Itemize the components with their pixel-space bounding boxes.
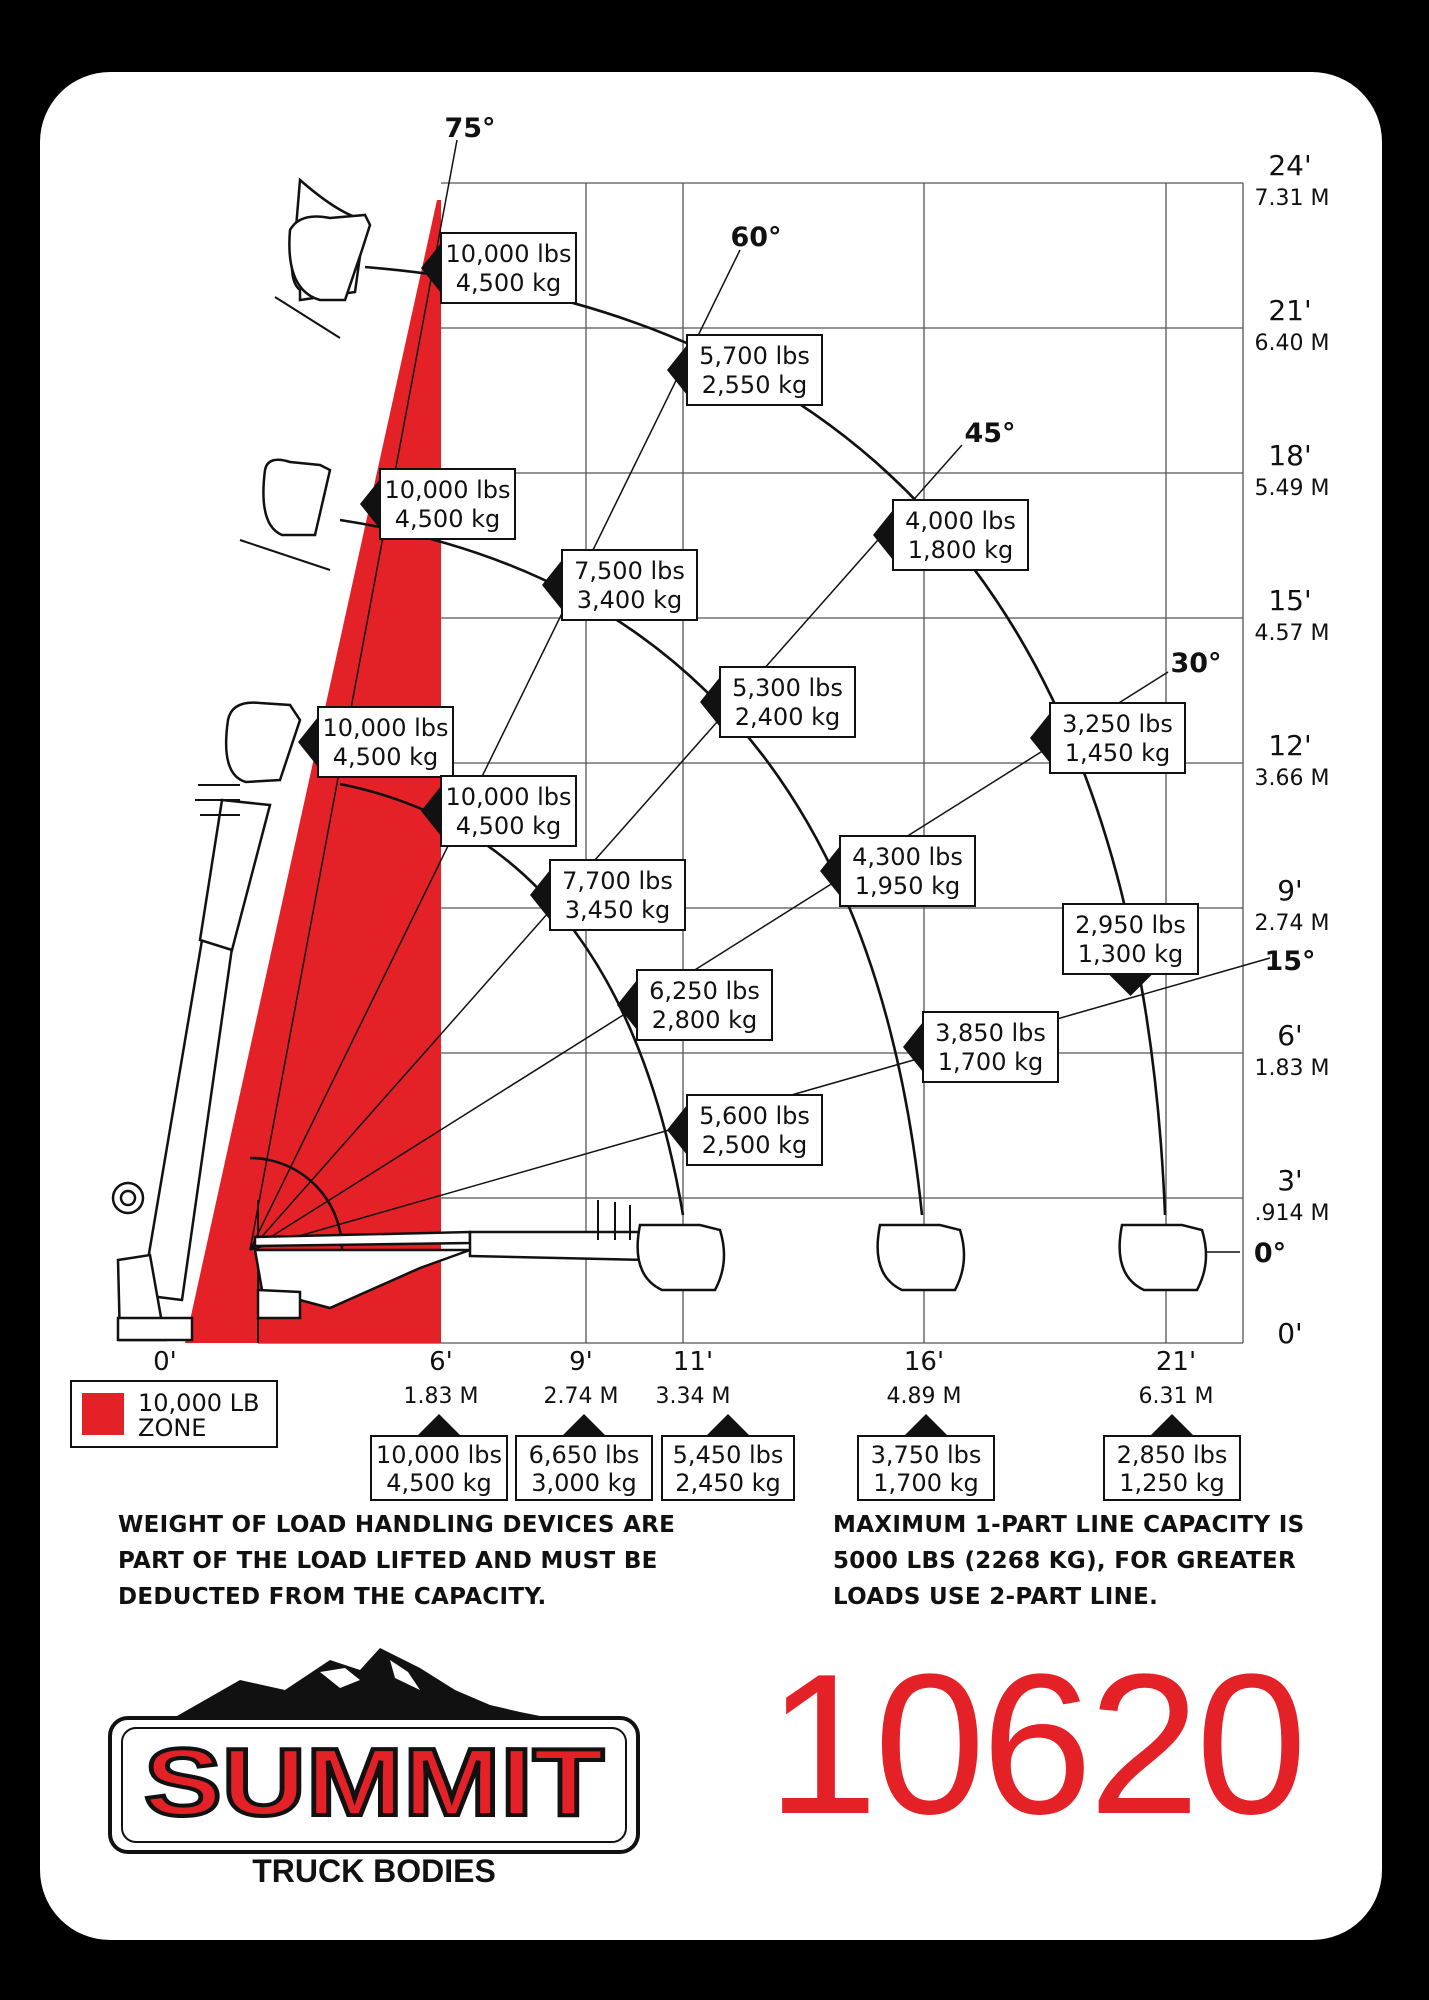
y-tick-feet: 3' <box>1277 1164 1303 1197</box>
capacity-kg: 2,500 kg <box>701 1131 808 1159</box>
capacity-lbs: 5,300 lbs <box>732 674 843 702</box>
capacity-label <box>617 970 772 1040</box>
capacity-label <box>421 776 576 846</box>
logo-tagline: TRUCK BODIES <box>252 1853 496 1889</box>
capacity-kg: 1,800 kg <box>907 536 1014 564</box>
capacity-label <box>530 860 685 930</box>
capacity-kg: 2,800 kg <box>651 1006 758 1034</box>
y-tick-feet: 12' <box>1268 729 1312 762</box>
x-tick-meters: 6.31 M <box>1138 1384 1214 1409</box>
capacity-kg: 1,950 kg <box>854 872 961 900</box>
callout-pointer <box>873 510 893 560</box>
x-tick-feet: 16' <box>903 1347 945 1377</box>
callout-pointer <box>298 717 318 767</box>
x-axis-labels <box>153 1347 1213 1409</box>
capacity-lbs: 10,000 lbs <box>384 476 511 504</box>
capacity-label <box>903 1012 1058 1082</box>
x-tick-meters: 1.83 M <box>403 1384 479 1409</box>
capacity-label <box>421 233 576 303</box>
capacity-lbs: 3,250 lbs <box>1062 710 1173 738</box>
y-tick-feet: 18' <box>1268 439 1312 472</box>
logo-wordmark: SUMMIT <box>144 1729 604 1836</box>
ground-capacity-label <box>1104 1414 1240 1500</box>
capacity-lbs: 3,850 lbs <box>935 1019 1046 1047</box>
ground-capacity-kg: 3,000 kg <box>531 1469 637 1497</box>
ground-capacity-kg: 4,500 kg <box>386 1469 492 1497</box>
ground-capacity-callouts <box>371 1414 1240 1500</box>
ground-capacity-label <box>662 1414 794 1500</box>
ground-capacity-kg: 1,250 kg <box>1119 1469 1225 1497</box>
note-left-line: DEDUCTED FROM THE CAPACITY. <box>118 1584 547 1610</box>
capacity-lbs: 4,000 lbs <box>905 507 1016 535</box>
note-left-line: WEIGHT OF LOAD HANDLING DEVICES ARE <box>118 1512 676 1538</box>
y-tick-feet: 21' <box>1268 294 1312 327</box>
ground-capacity-label <box>516 1414 652 1500</box>
x-tick-feet: 21' <box>1155 1347 1197 1377</box>
capacity-kg: 3,400 kg <box>576 586 683 614</box>
capacity-kg: 2,550 kg <box>701 371 808 399</box>
model-number: 10620 <box>766 1633 1304 1856</box>
ground-capacity-lbs: 3,750 lbs <box>870 1441 982 1469</box>
x-tick-meters: 4.89 M <box>886 1384 962 1409</box>
callout-pointer <box>700 677 720 727</box>
zone-legend <box>71 1381 277 1447</box>
y-tick-meters: 4.57 M <box>1254 621 1330 646</box>
capacity-label <box>667 1095 822 1165</box>
callout-pointer <box>417 1414 461 1436</box>
capacity-label <box>820 836 975 906</box>
angle-label: 60° <box>730 222 782 253</box>
angle-label: 0° <box>1253 1238 1287 1269</box>
mountain-icon <box>170 1648 620 1722</box>
callout-pointer <box>530 870 550 920</box>
ground-capacity-kg: 2,450 kg <box>675 1469 781 1497</box>
capacity-kg: 4,500 kg <box>455 269 562 297</box>
y-tick-feet: 24' <box>1268 149 1312 182</box>
ground-capacity-label <box>371 1414 507 1500</box>
capacity-lbs: 10,000 lbs <box>445 783 572 811</box>
y-tick-meters: 7.31 M <box>1254 186 1330 211</box>
capacity-label <box>700 667 855 737</box>
y-tick-meters: .914 M <box>1254 1201 1330 1226</box>
y-tick-meters: 1.83 M <box>1254 1056 1330 1081</box>
x-tick-feet: 9' <box>569 1347 593 1377</box>
legend-swatch <box>82 1393 124 1435</box>
capacity-label <box>360 469 515 539</box>
capacity-label <box>542 550 697 620</box>
x-tick-meters: 3.34 M <box>655 1384 731 1409</box>
angle-label: 45° <box>964 418 1016 449</box>
y-axis-labels <box>1255 149 1330 1350</box>
capacity-lbs: 6,250 lbs <box>649 977 760 1005</box>
callout-pointer <box>1030 713 1050 763</box>
ground-capacity-lbs: 5,450 lbs <box>672 1441 784 1469</box>
x-tick-meters: 2.74 M <box>543 1384 619 1409</box>
note-right-line: MAXIMUM 1-PART LINE CAPACITY IS <box>833 1512 1305 1538</box>
callout-pointer <box>1109 974 1153 996</box>
capacity-lbs: 7,500 lbs <box>574 557 685 585</box>
y-tick-meters: 3.66 M <box>1254 766 1330 791</box>
summit-logo <box>110 1648 638 1889</box>
x-tick-feet: 0' <box>153 1347 177 1377</box>
y-tick-meters: 2.74 M <box>1254 911 1330 936</box>
callout-pointer <box>542 560 562 610</box>
ground-capacity-lbs: 2,850 lbs <box>1116 1441 1228 1469</box>
capacity-lbs: 7,700 lbs <box>562 867 673 895</box>
callout-pointer <box>904 1414 948 1436</box>
capacity-label <box>667 335 822 405</box>
capacity-lbs: 2,950 lbs <box>1075 911 1186 939</box>
y-tick-feet: 0' <box>1277 1317 1303 1350</box>
callout-pointer <box>706 1414 750 1436</box>
note-right-line: 5000 LBS (2268 KG), FOR GREATER <box>833 1548 1296 1574</box>
angle-label: 30° <box>1170 648 1222 679</box>
legend-line-1: 10,000 LB <box>138 1389 260 1417</box>
capacity-lbs: 5,600 lbs <box>699 1102 810 1130</box>
note-right <box>833 1507 1305 1615</box>
callout-pointer <box>903 1022 923 1072</box>
capacity-lbs: 4,300 lbs <box>852 843 963 871</box>
angle-label: 15° <box>1264 946 1316 977</box>
callout-pointer <box>1150 1414 1194 1436</box>
callout-pointer <box>562 1414 606 1436</box>
capacity-lbs: 10,000 lbs <box>322 714 449 742</box>
capacity-kg: 1,300 kg <box>1077 940 1184 968</box>
y-tick-feet: 15' <box>1268 584 1312 617</box>
ground-capacity-lbs: 10,000 lbs <box>375 1441 503 1469</box>
capacity-kg: 4,500 kg <box>332 743 439 771</box>
angle-label: 75° <box>444 113 496 144</box>
capacity-kg: 4,500 kg <box>394 505 501 533</box>
x-tick-feet: 11' <box>672 1347 714 1377</box>
y-tick-feet: 6' <box>1277 1019 1303 1052</box>
capacity-kg: 3,450 kg <box>564 896 671 924</box>
capacity-lbs: 5,700 lbs <box>699 342 810 370</box>
capacity-label <box>873 500 1028 570</box>
ground-capacity-label <box>858 1414 994 1500</box>
y-tick-feet: 9' <box>1277 874 1303 907</box>
capacity-label <box>1030 703 1185 773</box>
note-left-line: PART OF THE LOAD LIFTED AND MUST BE <box>118 1548 658 1574</box>
x-tick-feet: 6' <box>429 1347 453 1377</box>
capacity-label <box>298 707 453 777</box>
callout-pointer <box>667 345 687 395</box>
capacity-kg: 4,500 kg <box>455 812 562 840</box>
legend-line-2: ZONE <box>138 1414 207 1442</box>
y-tick-meters: 6.40 M <box>1254 331 1330 356</box>
capacity-lbs: 10,000 lbs <box>445 240 572 268</box>
capacity-label <box>1063 904 1198 996</box>
capacity-kg: 2,400 kg <box>734 703 841 731</box>
capacity-kg: 1,700 kg <box>937 1048 1044 1076</box>
note-right-line: LOADS USE 2-PART LINE. <box>833 1584 1159 1610</box>
ground-capacity-lbs: 6,650 lbs <box>528 1441 640 1469</box>
note-left <box>118 1507 675 1615</box>
ground-capacity-kg: 1,700 kg <box>873 1469 979 1497</box>
y-tick-meters: 5.49 M <box>1254 476 1330 501</box>
capacity-kg: 1,450 kg <box>1064 739 1171 767</box>
